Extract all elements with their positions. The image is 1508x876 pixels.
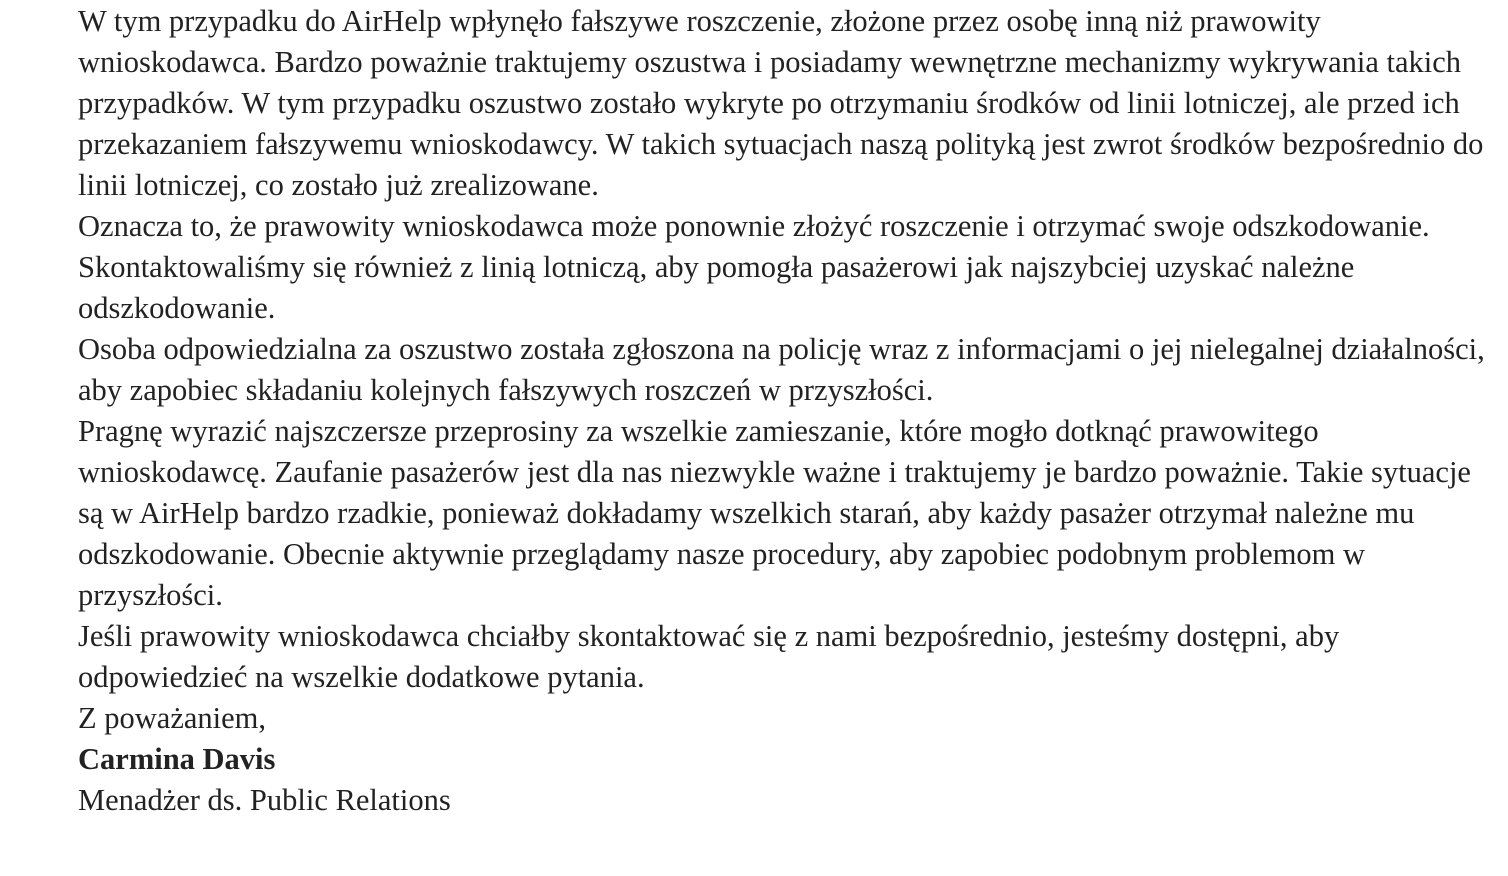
paragraph-contact: Jeśli prawowity wnioskodawca chciałby skontaktować się z nami bezpośrednio, jesteśmy dostępni, aby odpowiedzieć na wszelkie dodatkowe pytania. [78,619,1340,694]
signature-name: Carmina Davis [78,742,276,776]
letter-body [78,0,1498,821]
closing-line: Z poważaniem, [78,701,267,735]
cut-off-line [78,0,1498,1]
paragraph-police-report: Osoba odpowiedzialna za oszustwo została zgłoszona na policję wraz z informacjami o jej nielegalnej działalności, aby zapobiec składaniu kolejnych fałszywych roszczeń w przyszłości. [78,332,1485,407]
signature-title: Menadżer ds. Public Relations [78,783,451,817]
paragraph-apology: Pragnę wyrazić najszczersze przeprosiny za wszelkie zamieszanie, które mogło dotknąć prawowitego wnioskodawcę. Zaufanie pasażerów jest dla nas niezwykle ważne i traktujemy je bardzo poważnie. Takie sytuacje są w AirHelp bardzo rzadkie, ponieważ dokładamy wszelkich starań, aby każdy pasażer otrzymał należne mu odszkodowanie. Obecnie aktywnie przeglądamy nasze procedury, aby zapobiec podobnym problemom w przyszłości. [78,414,1471,612]
paragraph-resubmit-claim: Oznacza to, że prawowity wnioskodawca może ponownie złożyć roszczenie i otrzymać swoje odszkodowanie. Skontaktowaliśmy się również z linią lotniczą, aby pomogła pasażerowi jak najszybciej uzyskać należne odszkodowanie. [78,209,1430,325]
paragraph-fraud-claim: W tym przypadku do AirHelp wpłynęło fałszywe roszczenie, złożone przez osobę inną niż prawowity wnioskodawca. Bardzo poważnie traktujemy oszustwa i posiadamy wewnętrzne mechanizmy wykrywania takich przypadków. W tym przypadku oszustwo zostało wykryte po otrzymaniu środków od linii lotniczej, ale przed ich przekazaniem fałszywemu wnioskodawcy. W takich sytuacjach naszą polityką jest zwrot środków bezpośrednio do linii lotniczej, co zostało już zrealizowane. [78,4,1484,202]
cut-off-line-text [78,0,1424,1]
